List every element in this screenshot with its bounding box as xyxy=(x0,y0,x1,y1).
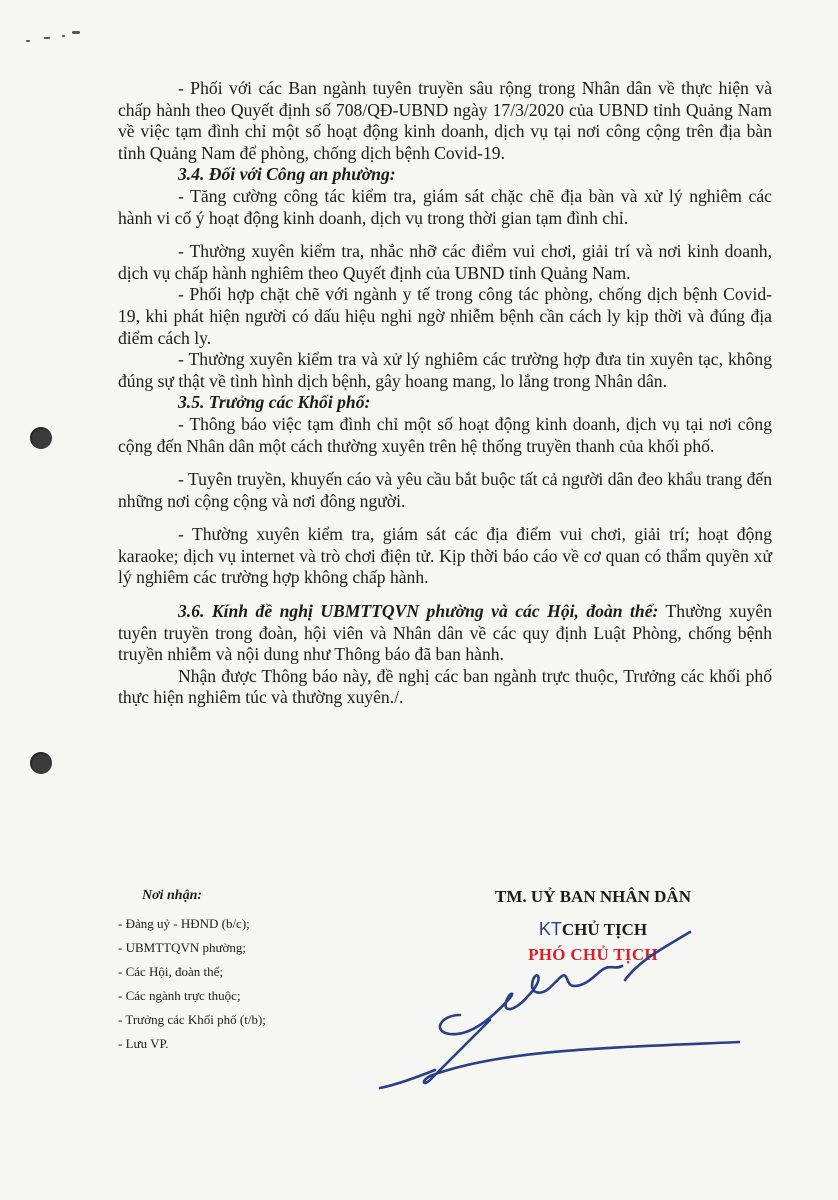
signer-position: CHỦ TỊCH xyxy=(561,920,648,939)
document-body xyxy=(118,78,772,709)
recipient-item: - Trưởng các Khối phố (t/b); xyxy=(118,1012,266,1027)
kt-mark: KT xyxy=(538,919,562,939)
paragraph: - Thường xuyên kiểm tra và xử lý nghiêm các trường hợp đưa tin xuyên tạc, không đúng sự thật về tình hình dịch bệnh, gây hoang mang, lo lắng trong Nhân dân. xyxy=(118,349,772,391)
paragraph-3-6 xyxy=(118,601,772,666)
signer-title: PHÓ CHỦ TỊCH xyxy=(528,945,658,964)
signer-organization: TM. UỶ BAN NHÂN DÂN xyxy=(495,887,691,906)
handwritten-signature xyxy=(340,920,740,1090)
scan-speck xyxy=(72,31,80,34)
paragraph: - Thông báo việc tạm đình chỉ một số hoạt động kinh doanh, dịch vụ tại nơi công cộng đến Nhân dân một cách thường xuyên trên hệ thống truyền thanh của khối phố. xyxy=(118,413,772,456)
paragraph-3-6-text: Thường xuyên tuyên truyền trong đoàn, hội viên và Nhân dân về các quy định Luật Phòng, chống bệnh truyền nhiễm và nội dung như Thông báo đã ban hành. xyxy=(118,601,772,665)
recipient-item: - Các ngành trực thuộc; xyxy=(118,988,241,1003)
punch-hole xyxy=(30,752,52,774)
scan-speck xyxy=(62,35,65,37)
section-heading-3-4: 3.4. Đối với Công an phường: xyxy=(178,164,396,185)
recipients-title: Nơi nhận: xyxy=(142,888,203,903)
closing-paragraph: Nhận được Thông báo này, đề nghị các ban ngành trực thuộc, Trưởng các khối phố thực hiện nghiêm túc và thường xuyên./. xyxy=(118,665,772,708)
paragraph: - Tăng cường công tác kiểm tra, giám sát chặc chẽ địa bàn và xử lý nghiêm các hành vi cố ý hoạt động kinh doanh, dịch vụ trong thời gian tạm đình chỉ. xyxy=(118,185,772,228)
section-heading-3-5: 3.5. Trưởng các Khối phố: xyxy=(178,392,371,413)
paragraph: - Thường xuyên kiểm tra, giám sát các địa điểm vui chơi, giải trí; hoạt động karaoke; dịch vụ internet và trò chơi điện tử. Kịp thời báo cáo về cơ quan có thẩm quyền xử lý nghiêm các trường hợp không chấp hành. xyxy=(118,524,772,588)
recipient-item: - UBMTTQVN phường; xyxy=(118,940,247,955)
section-heading-3-6: 3.6. Kính đề nghị UBMTTQVN phường và các Hội, đoàn thể: xyxy=(178,601,659,622)
scan-speck xyxy=(44,37,50,39)
paragraph: - Phối hợp chặt chẽ với ngành y tế trong công tác phòng, chống dịch bệnh Covid-19, khi phát hiện người có dấu hiệu nghi ngờ nhiễm bệnh cần cách ly kịp thời và đúng địa điểm cách ly. xyxy=(118,284,772,348)
paragraph: - Tuyên truyền, khuyến cáo và yêu cầu bắt buộc tất cả người dân đeo khẩu trang đến những nơi cộng cộng và nơi đông người. xyxy=(118,469,772,511)
paragraph: - Phối với các Ban ngành tuyên truyền sâu rộng trong Nhân dân về thực hiện và chấp hành theo Quyết định số 708/QĐ-UBND ngày 17/3/2020 của UBND tỉnh Quảng Nam về việc tạm đình chỉ một số hoạt động kinh doanh, dịch vụ tại nơi công cộng trên địa bàn tỉnh Quảng Nam để phòng, chống dịch bệnh Covid-19. xyxy=(118,78,772,163)
punch-hole xyxy=(30,427,52,449)
paragraph: - Thường xuyên kiểm tra, nhắc nhỡ các điểm vui chơi, giải trí và nơi kinh doanh, dịch vụ chấp hành nghiêm theo Quyết định của UBND tỉnh Quảng Nam. xyxy=(118,241,772,283)
recipient-item: - Lưu VP. xyxy=(118,1036,169,1051)
scan-speck xyxy=(26,40,30,42)
recipient-item: - Đảng uỷ - HĐND (b/c); xyxy=(118,916,250,931)
recipient-item: - Các Hội, đoàn thể; xyxy=(118,964,224,979)
